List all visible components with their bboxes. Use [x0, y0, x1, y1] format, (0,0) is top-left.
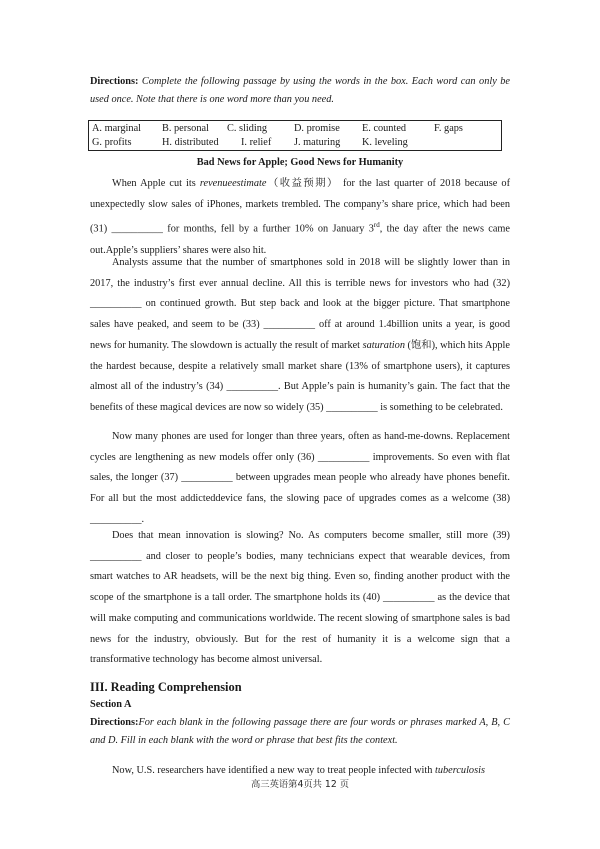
p1-text-a: When Apple cut its [112, 178, 200, 189]
section-subheading: Section A [90, 699, 132, 710]
word-option-e: E. counted [362, 123, 407, 134]
word-option-f: F. gaps [434, 123, 463, 134]
word-option-d: D. promise [294, 123, 340, 134]
reading-directions-text: For each blank in the following passage there are four words or phrases marked A, B, C and D. Fill in each blank with the word or phrase that best fits the context. [90, 717, 510, 746]
word-option-h: H. distributed [162, 137, 219, 148]
passage-paragraph-3: Now many phones are used for longer than three years, often as hand-me-downs. Replacement cycles are lengthening as new models offer only (36) __________ improvements. So even with flat sales, the longer (37) __________ between upgrades mean people who already have phones benefit. For all but the most addicteddevice fans, the slowing pace of upgrades comes as a welcome (38) __________. [90, 431, 510, 525]
reading-text: Now, U.S. researchers have identified a new way to treat people infected with [112, 765, 435, 776]
reading-directions [90, 714, 510, 749]
word-option-c: C. sliding [227, 123, 268, 134]
directions-text: Complete the following passage by using the words in the box. Each word can only be used once. Note that there is one word more than you need. [90, 76, 510, 105]
p1-italic-term: revenueestimate [199, 178, 267, 189]
p1-superscript: rd [373, 221, 380, 230]
p2-text-b: (饱和), which hits Apple the hardest because, despite a relatively small market share (13% of smartphone users), it captures almost all of the industry’s (34) __________. But Apple’s pain is humanity’s gain. The fact that the benefits of these magical devices are now so widely (35) __________ is something to be celebrated. [90, 339, 510, 413]
passage-paragraph-2 [90, 253, 510, 419]
reading-italic-term: tuberculosis [435, 765, 485, 776]
p2-text-a: Analysts assume that the number of smartphones sold in 2018 will be slightly lower than in 2017, the industry’s first ever annual decline. All this is terrible news for investors who had (32) __________ on continued growth. But step back and look at the bigger picture. That smartphone sales have peaked, and seem to be (33) __________ off at around 1.4billion units a year, is good news for humanity. The slowdown is actually the result of market [90, 257, 510, 351]
reading-directions-label: Directions: [90, 717, 139, 728]
p1-text-c: , the day after the news came out.Apple’s suppliers’ shares were also hit. [90, 223, 510, 256]
word-option-a: A. marginal [92, 123, 141, 134]
word-option-g: G. profits [92, 137, 132, 148]
section-heading: III. Reading Comprehension [90, 680, 242, 694]
p1-text-b: （收益预期） for the last quarter of 2018 because of unexpectedly slow sales of iPhones, markets trembled. The company’s share price, which had been (31) __________ for months, fell by a further 10% on January 3 [90, 178, 511, 235]
word-box [88, 120, 502, 151]
p2-italic-term: saturation [362, 339, 405, 351]
word-option-i: I. relief [241, 137, 272, 148]
page-footer: 高三英语第4页共 12 页 [250, 779, 350, 790]
cloze-directions [90, 73, 510, 108]
word-option-b: B. personal [162, 123, 209, 134]
directions-label: Directions: [90, 76, 139, 87]
passage-paragraph-4: Does that mean innovation is slowing? No. As computers become smaller, still more (39) __________ and closer to people’s bodies, many technicians expect that wearable devices, from smart watches to AR headsets, will be the next big thing. Even so, finding another product with the scope of the smartphone is a tall order. The smartphone holds its (40) __________ as the device that will make computing and communications worldwide. The recent slowing of smartphone sales is bad news for the industry, obviously. But for the rest of humanity it is a welcome sign that a transformative technology has become almost universal. [90, 530, 510, 666]
word-option-j: J. maturing [294, 137, 341, 148]
passage-paragraph-1 [90, 174, 510, 261]
word-option-k: K. leveling [362, 137, 408, 148]
passage-title: Bad News for Apple; Good News for Humanity [196, 157, 404, 168]
